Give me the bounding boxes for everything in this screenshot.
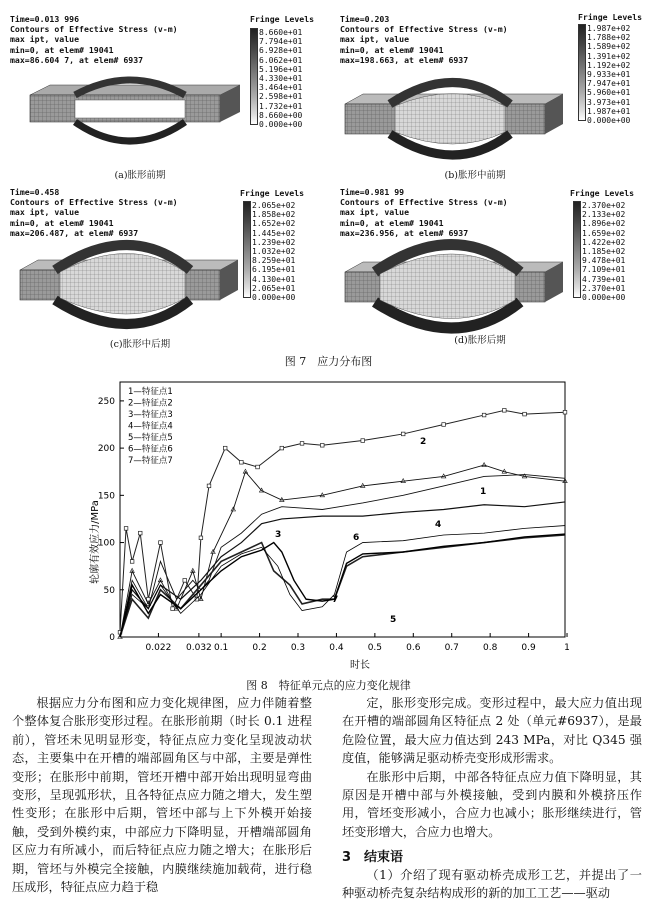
series-2-marker [503, 409, 507, 413]
panel-c-fringe-title: Fringe Levels [240, 188, 305, 198]
panel-d-time: Time=0.981 99 [340, 187, 405, 197]
panel-a-title: Contours of Effective Stress (v-m) [10, 24, 178, 35]
fringe-level: 1.445e+02 [252, 228, 296, 238]
legend-entry: 2—特征点2 [128, 398, 173, 409]
panel-c-min: min=0, at elem# 19041 [10, 217, 114, 228]
panel-d-caption: (d)胀形后期 [454, 335, 506, 346]
panel-b-time: Time=0.203 [340, 14, 390, 24]
curve-label: 2 [420, 437, 427, 447]
panel-b-fringe-levels [587, 24, 630, 125]
x-tick-label: 0.6 [406, 643, 421, 653]
y-axis-label: 轮廓有效应力/MPa [90, 500, 101, 584]
panel-c-title: Contours of Effective Stress (v-m) [10, 197, 178, 208]
series-line-3 [120, 465, 565, 637]
panel-a-time: Time=0.013 996 [10, 14, 80, 24]
fringe-level: 4.330e+01 [259, 74, 303, 84]
panel-b-info [340, 14, 508, 65]
series-2-marker [256, 465, 260, 469]
series-2-marker [280, 446, 284, 450]
y-tick-label: 250 [97, 396, 115, 407]
left-column [12, 694, 312, 896]
section-heading: 3 结束语 [342, 850, 404, 865]
curve-label: 3 [275, 530, 282, 540]
series-2-marker [207, 484, 211, 488]
series-2-marker [240, 460, 244, 464]
figure-8-caption: 图 8 特征单元点的应力变化规律 [246, 679, 411, 692]
fringe-level: 8.259e+01 [252, 256, 296, 266]
fringe-level: 0.000e+00 [587, 116, 631, 126]
paragraph-right-3: （1）介绍了现有驱动桥壳成形工艺，并提出了一种驱动桥壳复杂结构成形的新的加工工艺——驱动 [342, 868, 642, 901]
y-tick-label: 50 [103, 585, 115, 596]
panel-d-fringe-title: Fringe Levels [570, 188, 635, 198]
fringe-level: 2.370e+01 [582, 283, 626, 293]
fringe-level: 1.185e+02 [582, 247, 626, 257]
plot-area [98, 382, 570, 653]
fringe-level: 1.239e+02 [252, 237, 296, 247]
fringe-level: 2.598e+01 [259, 92, 303, 102]
fringe-level: 8.660e+00 [259, 110, 303, 120]
legend-entry: 7—特征点7 [128, 456, 173, 466]
fringe-level: 1.732e+01 [259, 101, 303, 111]
curve-label: 4 [435, 520, 442, 530]
panel-c-ipt: max ipt, value [10, 207, 80, 218]
panel-a-info [10, 14, 178, 65]
panel-a-fringe-levels [259, 28, 302, 129]
series-2-marker [183, 579, 187, 583]
curve-label: 7 [332, 595, 339, 605]
series-2-marker [124, 527, 128, 531]
panel-b-fringe-title: Fringe Levels [578, 12, 643, 22]
legend-entry: 1—特征点1 [128, 387, 173, 397]
fringe-level: 9.933e+01 [587, 70, 631, 80]
fringe-level: 1.652e+02 [252, 219, 296, 229]
panel-b-caption: (b)胀形中前期 [444, 170, 506, 181]
paragraph-left-1: 根据应力分布图和应力变化规律图，应力伴随着整个整体复合胀形变形过程。在胀形前期（时长 0.1 进程前），管坯未见明显形变，特征点应力变化呈现波动状态，主要集中在开槽的端部圆角区与中部，主要是弹性变形；在胀形中前期，管坯开槽中部开始出现明显弯曲变形，呈现弧形状，且各特征点应力随之增大，发生塑性变形；在胀形中后期，管坯中部与上下外模开始接触，受到外模约束，中部应力下降明显，开槽端部圆角区应力有所减小，而后特征点应力随之增大；在胀形后期，管坯与外模完全接触，内膜继续施加载荷，进行稳压成形，特征点应力趋于稳 [12, 696, 312, 895]
fringe-level: 6.195e+01 [252, 265, 296, 275]
series-line-4 [120, 502, 565, 637]
fringe-level: 7.109e+01 [582, 265, 626, 275]
fringe-level: 1.987e+01 [587, 106, 631, 116]
panel-c-caption: (c)胀形中后期 [109, 339, 171, 350]
fringe-level: 1.987e+02 [587, 24, 631, 33]
x-tick-label: 0.8 [482, 643, 498, 653]
fringe-level: 2.065e+01 [252, 283, 296, 293]
fringe-level: 8.660e+01 [259, 28, 303, 37]
panel-a-fringe-title: Fringe Levels [250, 14, 315, 24]
panel-a-ipt: max ipt, value [10, 34, 80, 45]
series-2-marker [130, 560, 134, 564]
panel-d-max: max=236.956, at elem# 6937 [340, 227, 469, 238]
series-2-marker [223, 446, 227, 450]
fringe-level: 6.928e+01 [259, 46, 303, 56]
fringe-level: 1.659e+02 [582, 228, 626, 238]
panel-a-min: min=0, at elem# 19041 [10, 44, 114, 55]
series-2-marker [138, 531, 142, 535]
curve-label: 6 [353, 533, 360, 543]
panel-b-mesh-image [335, 66, 580, 166]
series-line-1 [120, 475, 565, 637]
y-tick-label: 0 [109, 633, 115, 643]
fringe-level: 3.464e+01 [259, 83, 303, 93]
series-2-marker [171, 607, 175, 611]
series-2-marker [401, 432, 405, 436]
x-tick-label: 0.2 [252, 643, 267, 653]
legend-entry: 4—特征点4 [128, 421, 173, 432]
x-axis-label: 时长 [350, 660, 370, 671]
panel-b-max: max=198.663, at elem# 6937 [340, 54, 469, 65]
fringe-level: 0.000e+00 [582, 293, 626, 303]
x-tick-label: 0.7 [444, 643, 459, 653]
x-tick-label: 0.9 [521, 643, 536, 653]
fringe-level: 1.896e+02 [582, 219, 626, 229]
series-3-marker [482, 463, 486, 467]
x-tick-label: 1 [564, 643, 570, 653]
panel-a-mesh-image [10, 60, 255, 165]
x-tick-label: 0.1 [213, 643, 229, 653]
panel-c-fringe-levels [252, 201, 295, 302]
legend-entry: 6—特征点6 [128, 444, 173, 455]
panel-d-ipt: max ipt, value [340, 207, 410, 218]
series-2-marker [320, 443, 324, 447]
fringe-level: 1.858e+02 [252, 210, 296, 220]
fringe-level: 9.478e+01 [582, 256, 626, 266]
x-tick-label: 0.4 [329, 643, 344, 653]
fringe-level: 0.000e+00 [252, 293, 296, 303]
fringe-level: 1.391e+02 [587, 51, 631, 61]
fringe-level: 2.133e+02 [582, 210, 626, 220]
x-tick-label: 0.032 [186, 643, 212, 653]
panel-c-mesh-image [10, 227, 255, 335]
y-tick-label: 150 [97, 491, 115, 502]
y-tick-label: 100 [97, 538, 115, 549]
series-2-marker [300, 442, 304, 446]
fringe-level: 2.065e+02 [252, 201, 296, 210]
figure-8-chart [70, 372, 590, 672]
panel-b-title: Contours of Effective Stress (v-m) [340, 24, 508, 35]
series-2-marker [159, 541, 163, 545]
panel-d-fringe-levels [582, 201, 625, 302]
fringe-level: 3.973e+01 [587, 97, 631, 107]
series-2-marker [199, 536, 203, 540]
fringe-level: 1.589e+02 [587, 42, 631, 52]
paragraph-right-2: 在胀形中后期，中部各特征点应力值下降明显，其原因是开槽中部与外模接触，受到内膜和外模挤压作用，管坯变形减小，合应力也减小；胀形继续进行，管坯变形增大，合应力也增大。 [342, 769, 642, 839]
curve-label: 1 [480, 487, 487, 497]
panel-b-ipt: max ipt, value [340, 34, 410, 45]
right-column-end [342, 866, 642, 903]
series-2-marker [442, 423, 446, 427]
fringe-level: 5.960e+01 [587, 88, 631, 98]
fringe-level: 1.192e+02 [587, 60, 631, 70]
panel-b-min: min=0, at elem# 19041 [340, 44, 444, 55]
x-tick-label: 0.5 [367, 643, 383, 653]
fringe-level: 5.196e+01 [259, 64, 303, 74]
panel-c-time: Time=0.458 [10, 187, 60, 197]
fringe-level: 7.794e+01 [259, 37, 303, 47]
series-line-2 [120, 410, 565, 632]
x-tick-label: 0.022 [145, 643, 172, 653]
series-2-marker [563, 410, 567, 414]
panel-c-max: max=206.487, at elem# 6937 [10, 227, 139, 238]
series-2-marker [361, 439, 365, 443]
panel-d-info [340, 187, 508, 238]
curve-label: 5 [390, 615, 397, 625]
fringe-level: 4.739e+01 [582, 274, 626, 284]
paragraph-right-1: 定，胀形变形完成。变形过程中，最大应力值出现在开槽的端部圆角区特征点 2 处（单元#6937），是最危险位置，最大应力值达到 243 MPa，对比 Q345 强度值，能够满足驱动桥壳变形成形需求。 [342, 696, 642, 766]
legend-entry: 5—特征点5 [128, 433, 173, 443]
fringe-level: 6.062e+01 [259, 55, 303, 65]
fringe-level: 1.422e+02 [582, 237, 626, 247]
legend-entry: 3—特征点3 [128, 410, 173, 420]
plot-frame [120, 382, 565, 637]
right-column [342, 694, 642, 841]
fringe-level: 0.000e+00 [259, 120, 303, 130]
fringe-level: 4.130e+01 [252, 274, 296, 284]
y-tick-label: 200 [97, 444, 115, 455]
fringe-level: 1.032e+02 [252, 247, 296, 257]
series-2-marker [482, 413, 486, 417]
panel-d-min: min=0, at elem# 19041 [340, 217, 444, 228]
series-2-marker [523, 412, 527, 416]
figure-7-caption: 图 7 应力分布图 [284, 355, 373, 368]
x-tick-label: 0.3 [290, 643, 306, 653]
panel-d-mesh-image [335, 232, 580, 337]
panel-d-title: Contours of Effective Stress (v-m) [340, 197, 508, 208]
fringe-level: 7.947e+01 [587, 79, 631, 89]
panel-a-max: max=86.604 7, at elem# 6937 [10, 54, 144, 65]
panel-a-caption: (a)胀形前期 [114, 170, 166, 181]
fringe-level: 2.370e+02 [582, 201, 626, 210]
fringe-level: 1.788e+02 [587, 33, 631, 43]
